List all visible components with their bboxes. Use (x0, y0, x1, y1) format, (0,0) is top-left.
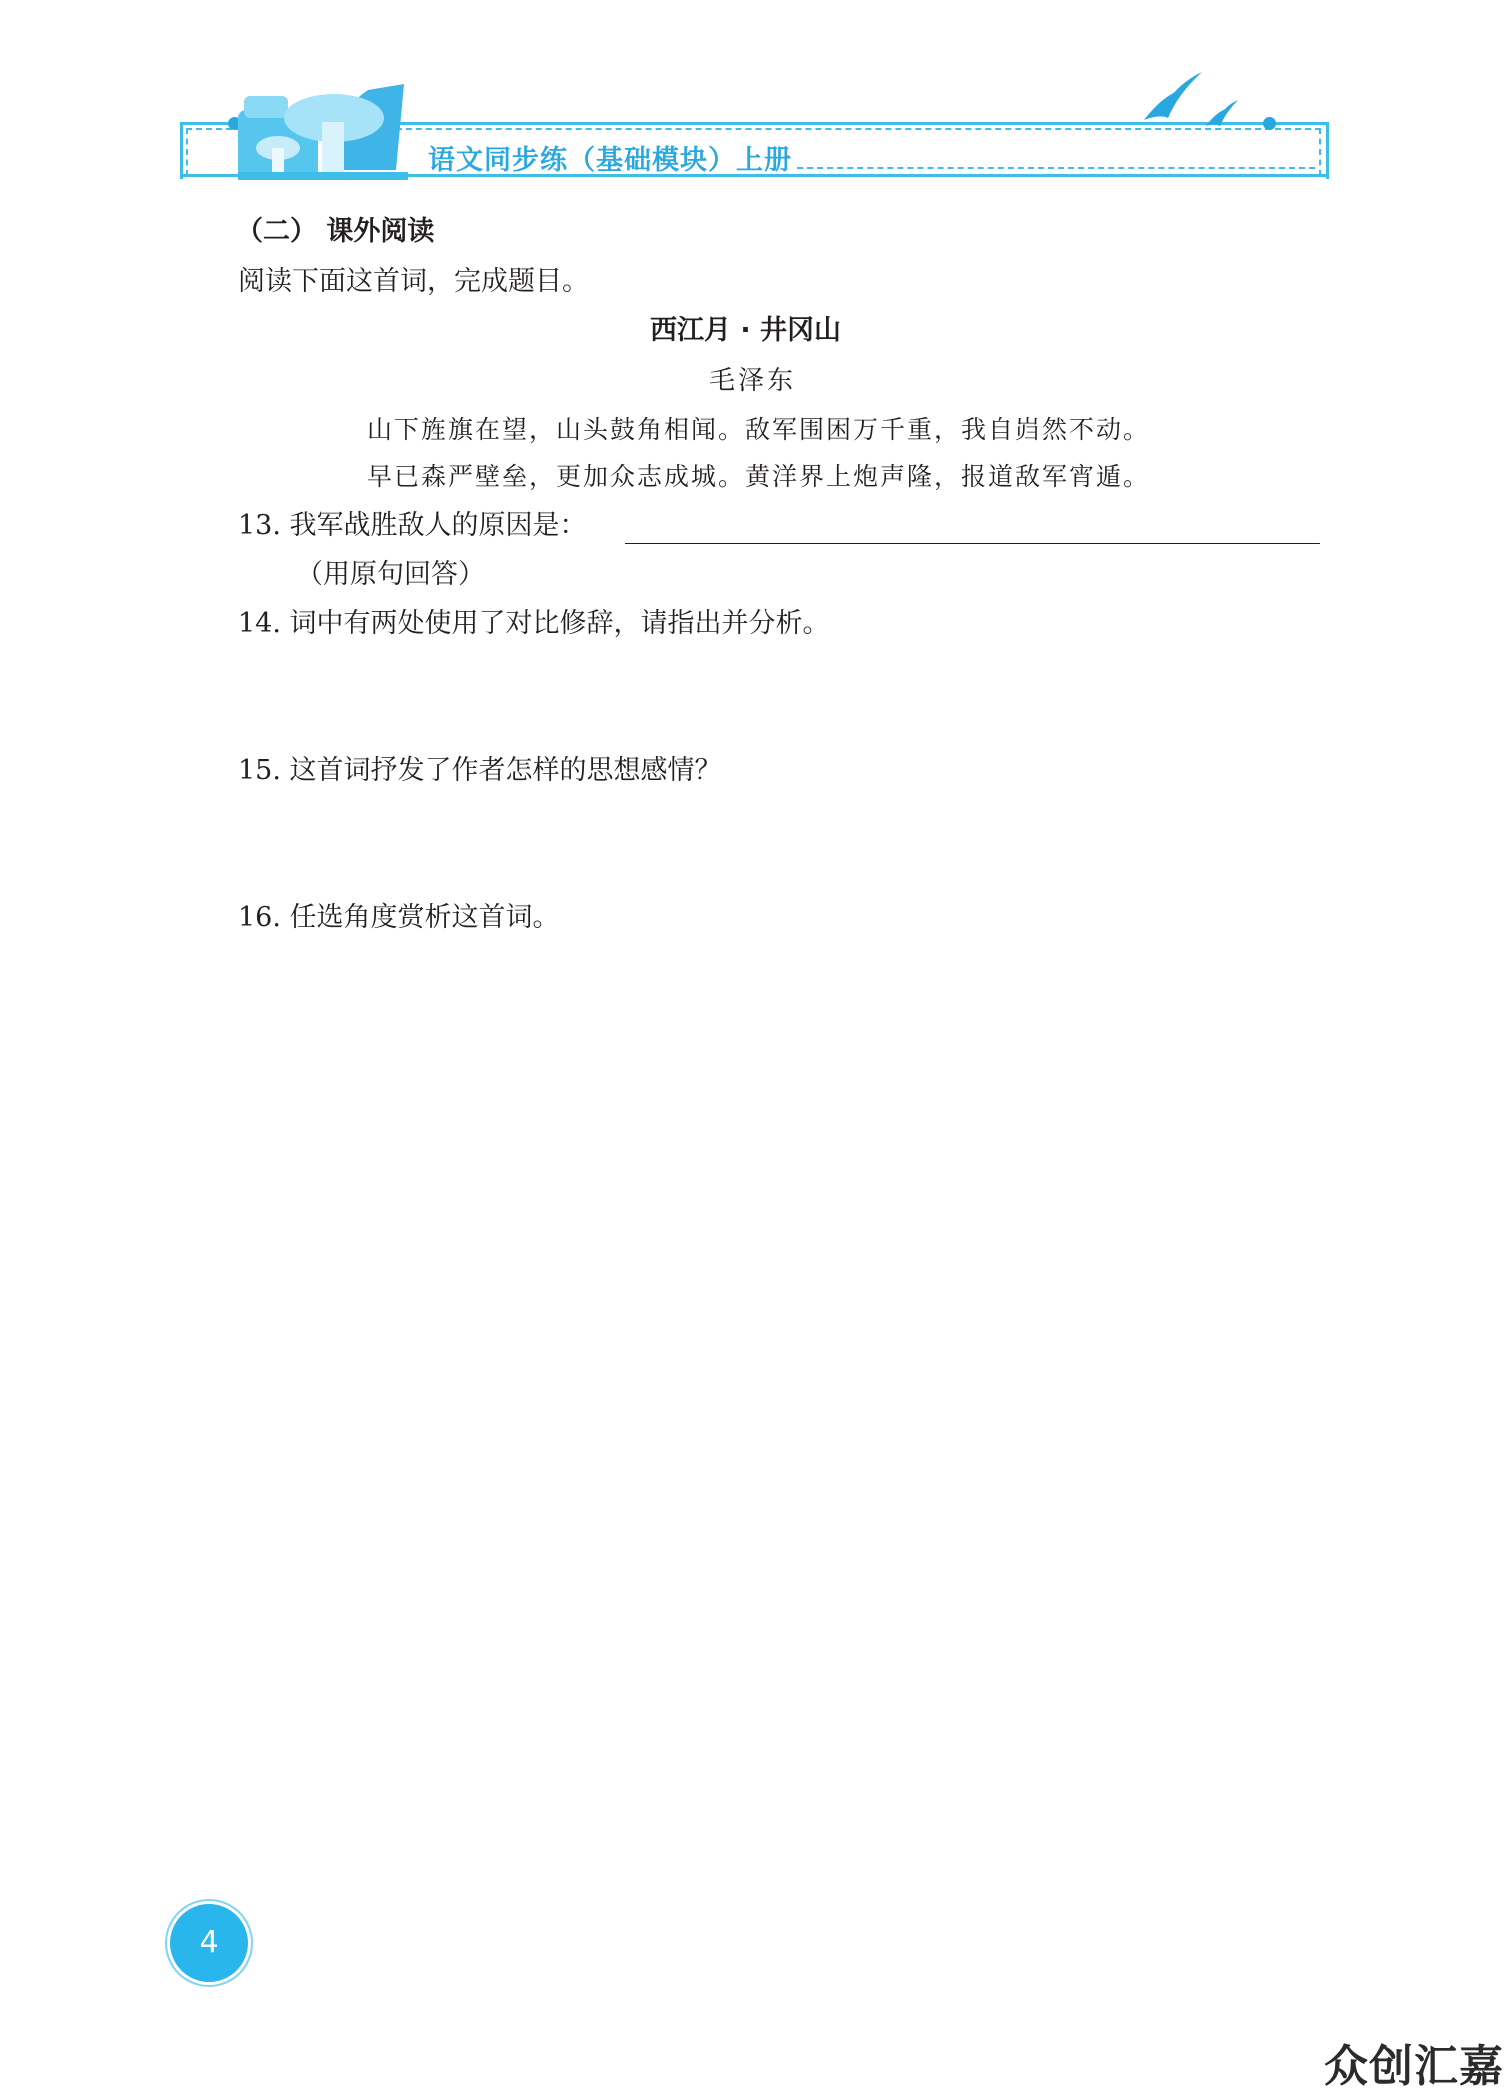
question-14 (238, 606, 830, 642)
seagull-icon (1140, 68, 1240, 130)
question-number: 13. (238, 510, 281, 541)
poem-line-2: 早已森严壁垒，更加众志成城。黄洋界上炮声隆，报道敌军宵遁。 (367, 462, 1151, 491)
question-text: 这首词抒发了作者怎样的思想感情？ (289, 755, 722, 786)
poem-author: 毛泽东 (709, 366, 797, 396)
page-number-badge: 4 (170, 1904, 248, 1982)
question-text: 词中有两处使用了对比修辞，请指出并分析。 (289, 608, 830, 639)
question-text: 任选角度赏析这首词。 (289, 902, 560, 933)
poem-line-1: 山下旌旗在望，山头鼓角相闻。敌军围困万千重，我自岿然不动。 (367, 415, 1151, 444)
header-dot-right (1263, 117, 1276, 130)
question-text: 我军战胜敌人的原因是： (289, 510, 587, 541)
question-15 (238, 753, 722, 789)
question-13 (238, 508, 587, 544)
header-title: 语文同步练（基础模块）上册 (428, 145, 792, 176)
question-number: 16. (238, 902, 281, 933)
question-number: 15. (238, 755, 281, 786)
question-16 (238, 900, 560, 936)
mushroom-house-icon (238, 70, 408, 182)
question-number: 14. (238, 608, 281, 639)
poem-title: 西江月 · 井冈山 (650, 315, 842, 346)
instruction-text: 阅读下面这首词，完成题目。 (238, 266, 589, 297)
header-title-rule (797, 167, 1315, 169)
answer-line (625, 543, 1320, 544)
section-heading: （二） 课外阅读 (236, 216, 435, 247)
question-13-note: （用原句回答） (296, 559, 485, 590)
watermark: 众创汇嘉 (1324, 2041, 1504, 2092)
